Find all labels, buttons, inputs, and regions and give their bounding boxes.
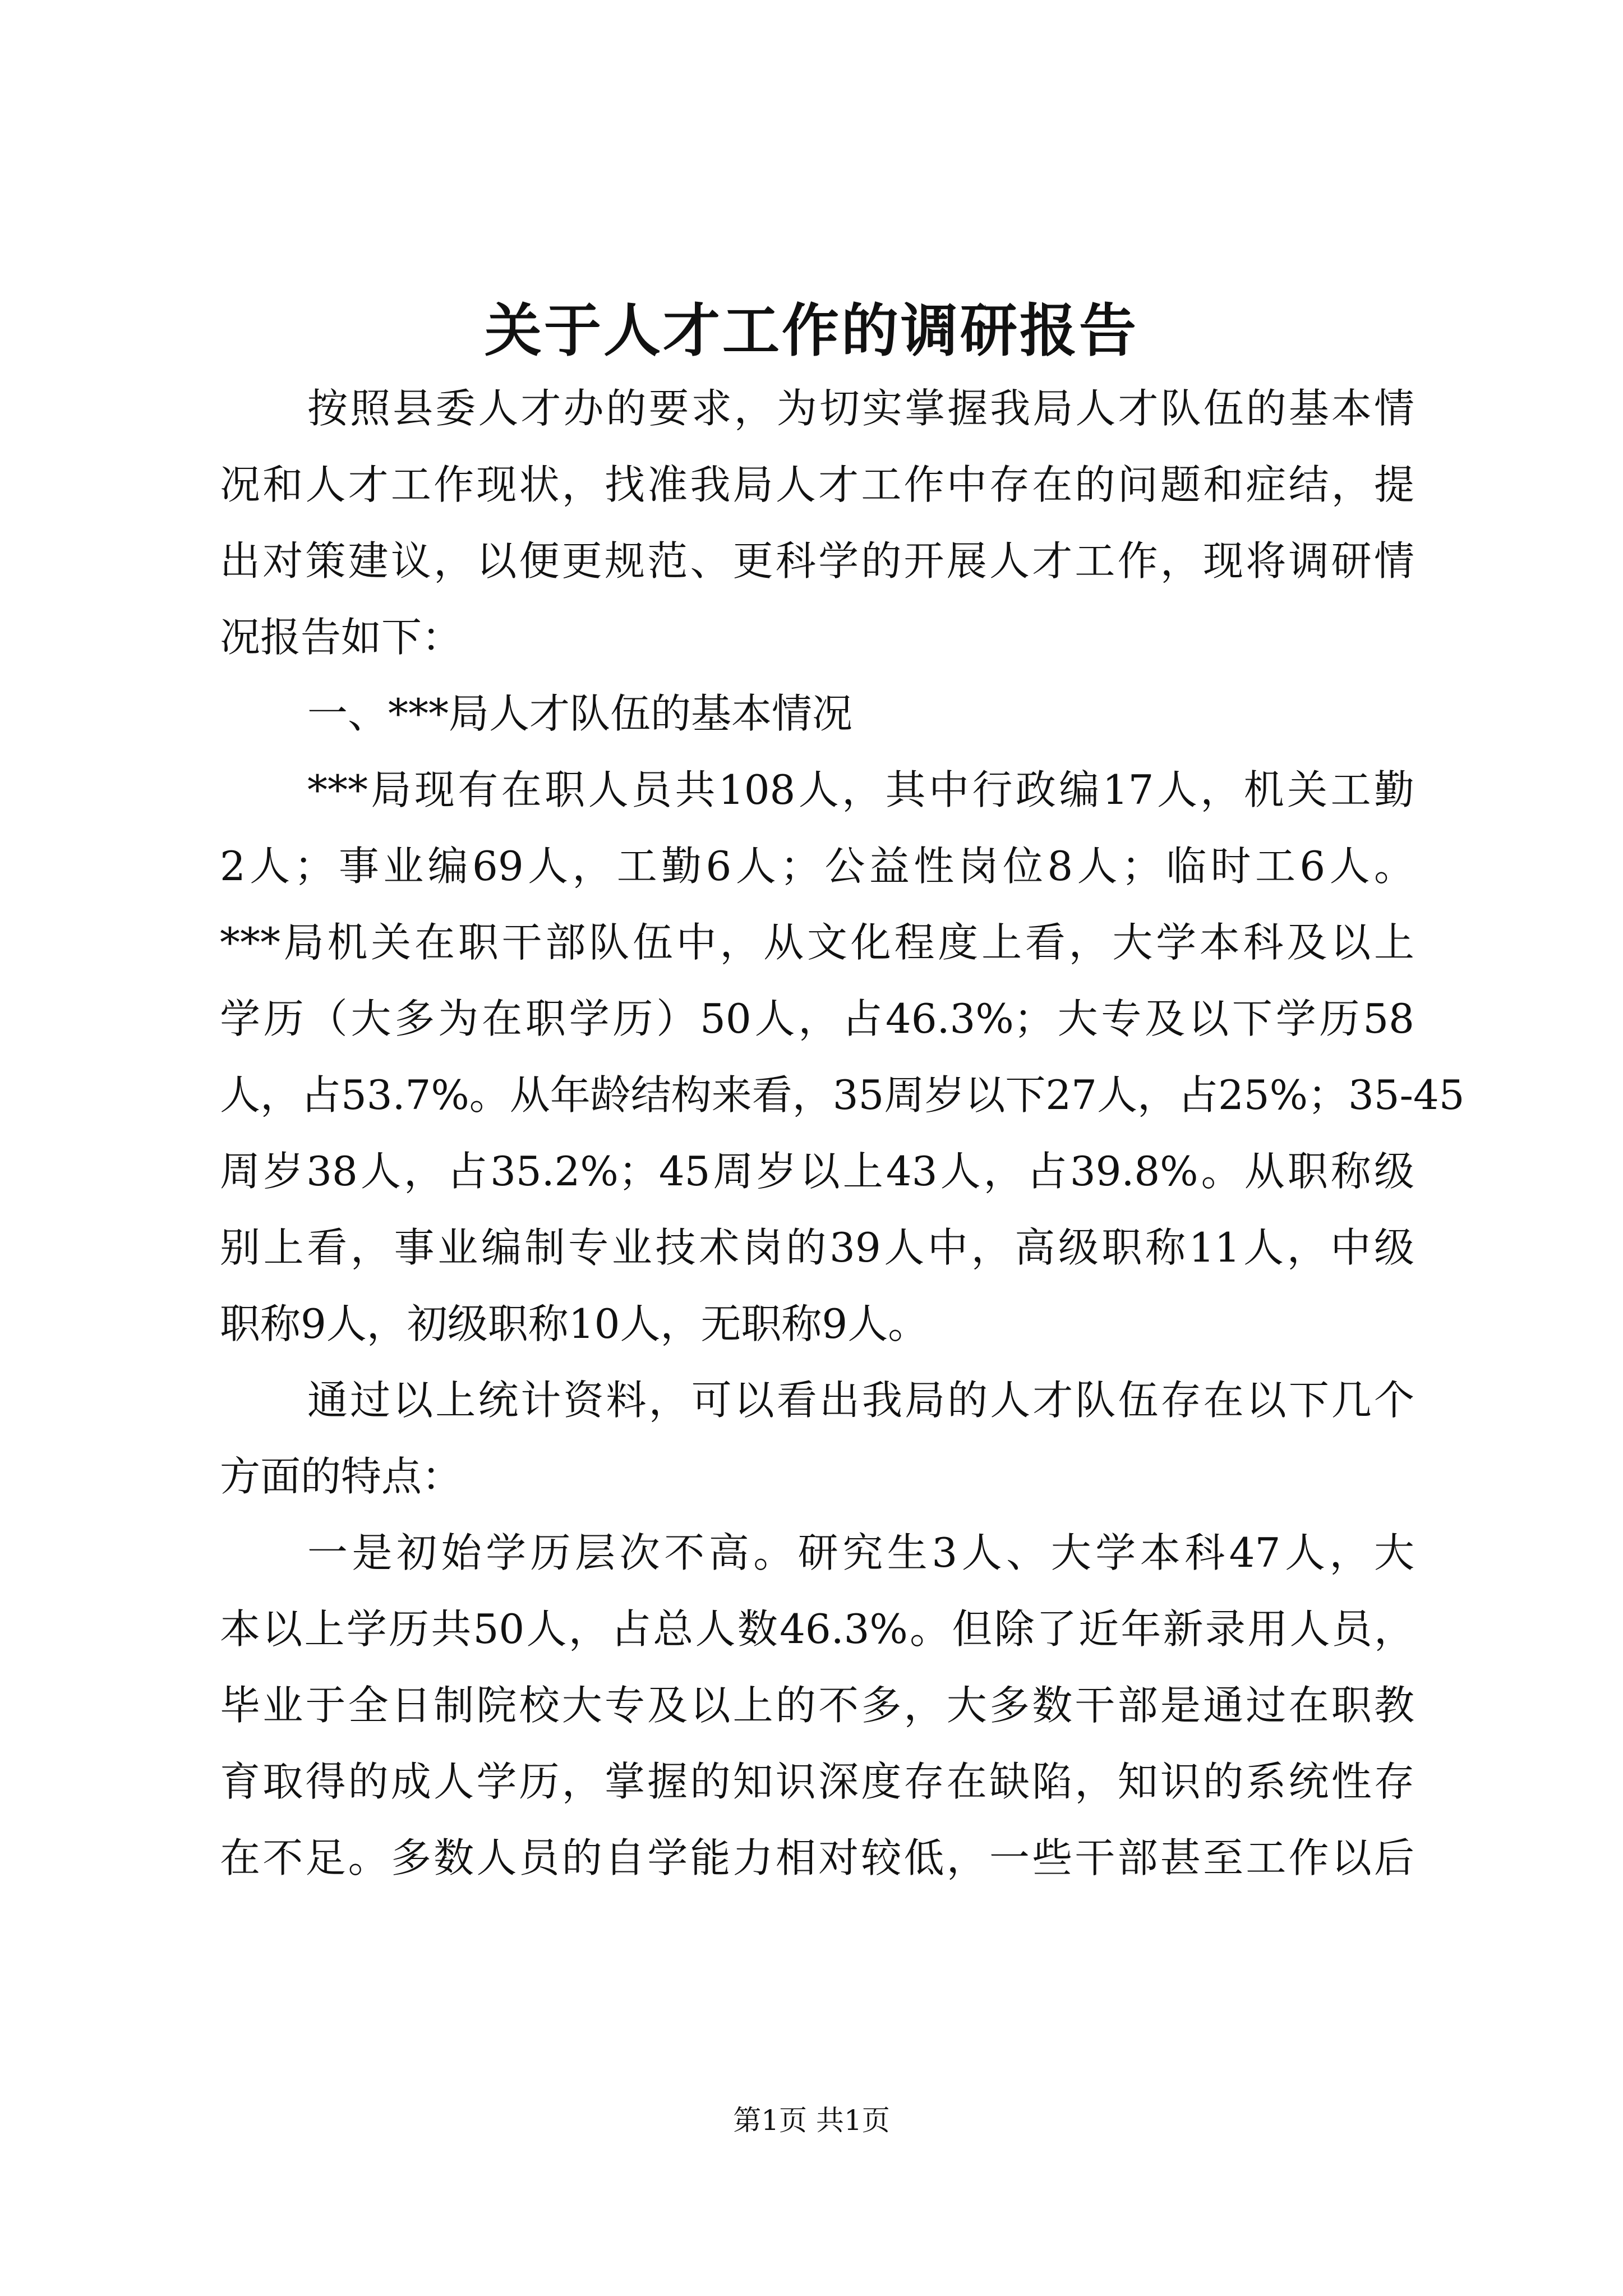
paragraph-line: 毕业于全日制院校大专及以上的不多，大多数干部是通过在职教 [220,1682,1414,1729]
paragraph-line: 出对策建议，以便更规范、更科学的开展人才工作，现将调研情 [220,537,1414,585]
paragraph-line: 人，占53.7%。从年龄结构来看，35周岁以下27人，占25%；35-45 [220,1071,1465,1119]
paragraph-line: 一是初始学历层次不高。研究生3人、大学本科47人，大 [307,1529,1414,1576]
paragraph-line: 况报告如下： [220,614,463,661]
paragraph-line: 按照县委人才办的要求，为切实掌握我局人才队伍的基本情 [307,385,1414,432]
document-title: 关于人才工作的调研报告 [485,297,1138,365]
paragraph-line: 别上看，事业编制专业技术岗的39人中，高级职称11人，中级 [220,1224,1414,1271]
paragraph-line: ***局机关在职干部队伍中，从文化程度上看，大学本科及以上 [220,919,1414,966]
paragraph-line: 在不足。多数人员的自学能力相对较低，一些干部甚至工作以后 [220,1834,1414,1881]
paragraph-line: 周岁38人，占35.2%；45周岁以上43人，占39.8%。从职称级 [220,1148,1414,1195]
paragraph-line: 方面的特点： [220,1453,463,1500]
paragraph-line: 育取得的成人学历，掌握的知识深度存在缺陷，知识的系统性存 [220,1758,1414,1805]
paragraph-line: 职称9人，初级职称10人，无职称9人。 [220,1300,929,1347]
page-footer: 第1页 共1页 [733,2104,890,2137]
paragraph-line: 通过以上统计资料，可以看出我局的人才队伍存在以下几个 [307,1377,1414,1424]
paragraph-line: 2人；事业编69人，工勤6人；公益性岗位8人；临时工6人。 [220,843,1414,890]
document-body [220,370,1465,1896]
paragraph-line: 况和人才工作现状，找准我局人才工作中存在的问题和症结，提 [220,461,1414,508]
paragraph-line: ***局现有在职人员共108人，其中行政编17人，机关工勤 [307,766,1414,813]
paragraph-line: 学历（大多为在职学历）50人，占46.3%；大专及以下学历58 [220,995,1414,1042]
paragraph-line: 本以上学历共50人，占总人数46.3%。但除了近年新录用人员， [220,1605,1414,1653]
section-heading: 一、***局人才队伍的基本情况 [307,690,853,737]
